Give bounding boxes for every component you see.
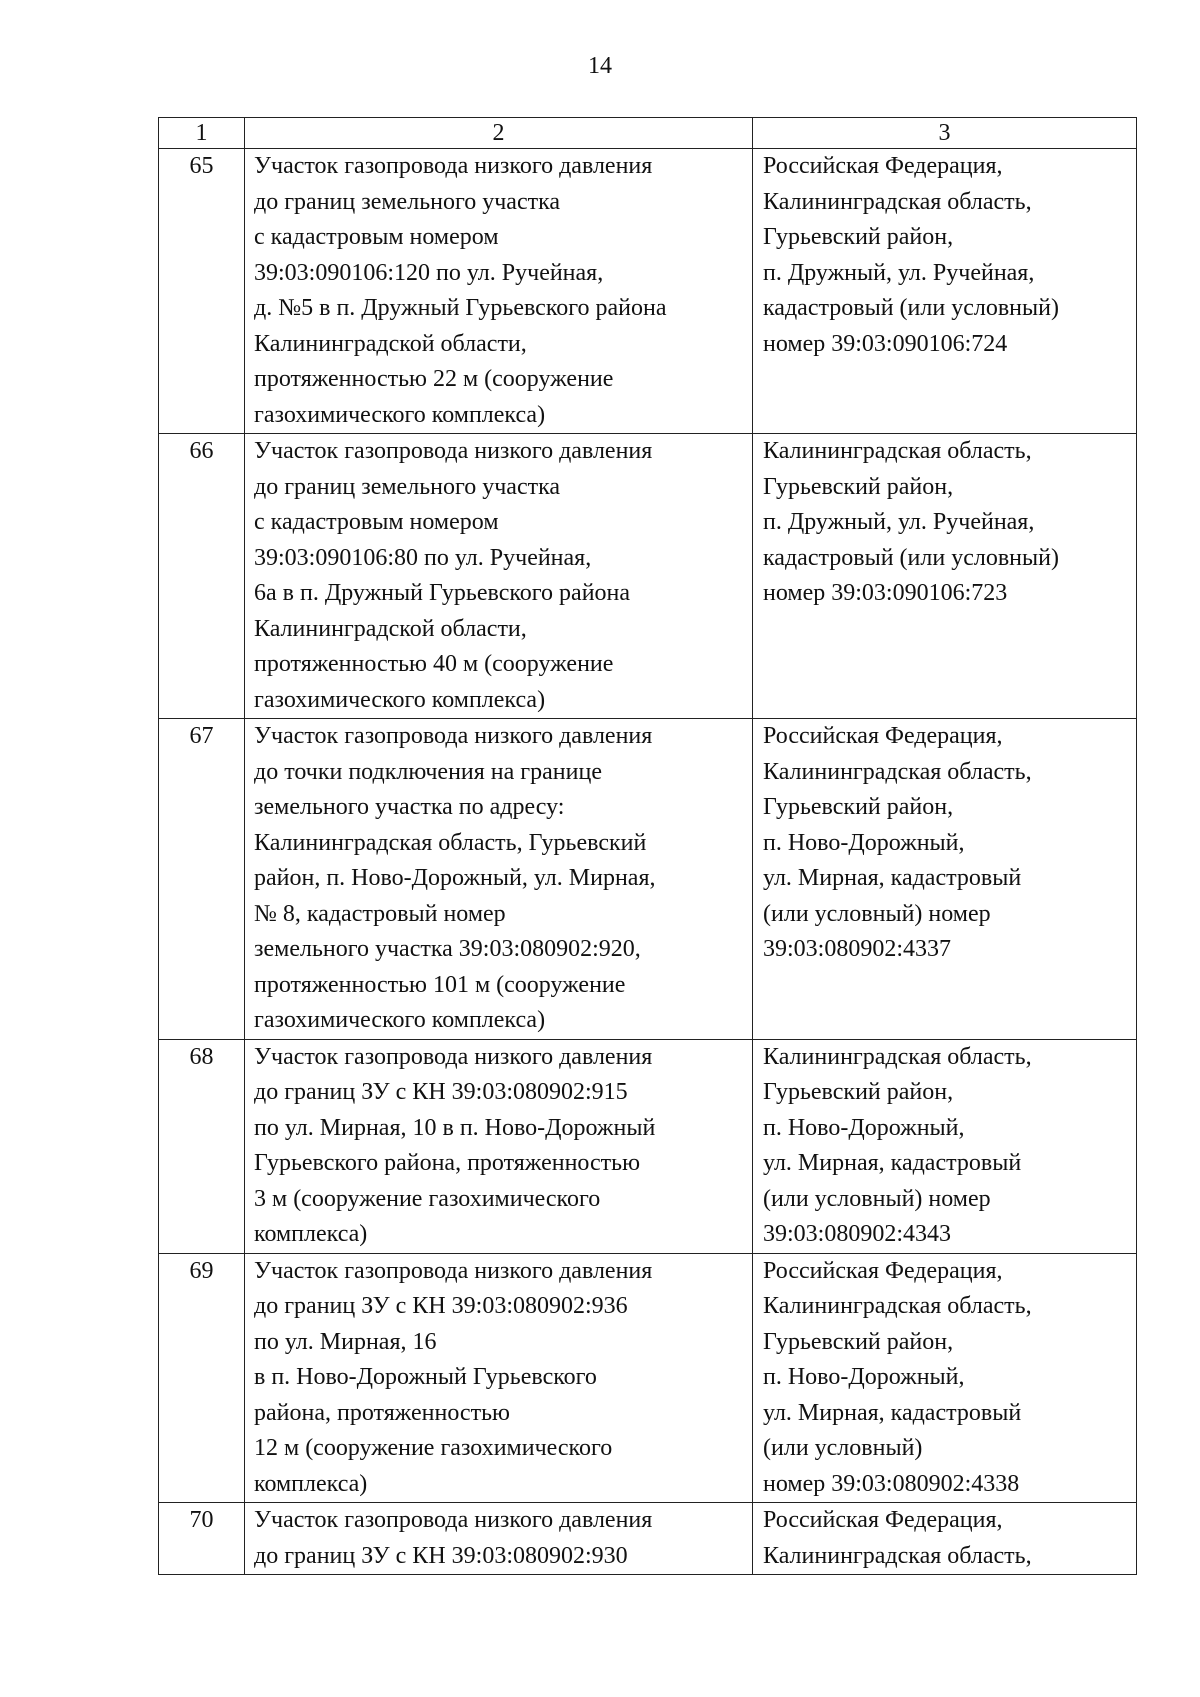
object-description — [245, 434, 753, 719]
address-line: Калининградская область, — [763, 188, 1032, 215]
description-line: до границ ЗУ с КН 39:03:080902:936 — [254, 1293, 628, 1319]
address-line: 39:03:080902:4337 — [763, 936, 952, 962]
description-line: с кадастровым номером — [254, 509, 499, 535]
header-col-1: 1 — [159, 118, 245, 149]
description-line: земельного участка 39:03:080902:920, — [254, 936, 641, 962]
object-address — [753, 719, 1137, 1040]
description-line: № 8, кадастровый номер — [254, 900, 506, 927]
description-line: 3 м (сооружение газохимического — [254, 1185, 601, 1212]
description-line: до границ земельного участка — [254, 188, 561, 215]
row-number: 70 — [159, 1503, 245, 1575]
address-line: ул. Мирная, кадастровый — [763, 1399, 1022, 1426]
address-line: Калининградская область, — [763, 438, 1032, 464]
address-line: ул. Мирная, кадастровый — [763, 865, 1022, 891]
address-line: Российская Федерация, — [763, 723, 1003, 749]
address-line: (или условный) номер — [763, 1185, 991, 1212]
description-line: до границ ЗУ с КН 39:03:080902:930 — [254, 1542, 628, 1569]
description-line: до границ ЗУ с КН 39:03:080902:915 — [254, 1079, 628, 1105]
address-line: номер 39:03:090106:724 — [763, 330, 1008, 357]
table-body — [159, 149, 1137, 1575]
table-row — [159, 434, 1137, 719]
address-line: Гурьевский район, — [763, 1079, 954, 1105]
table-row — [159, 1253, 1137, 1503]
address-line: кадастровый (или условный) — [763, 544, 1059, 571]
description-line: Гурьевского района, протяженностью — [254, 1150, 641, 1176]
description-line: протяженностью 22 м (сооружение — [254, 366, 614, 392]
address-line: Гурьевский район, — [763, 473, 954, 500]
description-line: протяженностью 101 м (сооружение — [254, 971, 626, 998]
object-address — [753, 1253, 1137, 1503]
description-line: Участок газопровода низкого давления — [254, 153, 653, 179]
address-line: Российская Федерация, — [763, 1507, 1003, 1533]
address-line: Гурьевский район, — [763, 224, 954, 250]
address-line: (или условный) — [763, 1435, 923, 1461]
description-line: район, п. Ново-Дорожный, ул. Мирная, — [254, 865, 656, 891]
object-description — [245, 1253, 753, 1503]
description-line: Участок газопровода низкого давления — [254, 1043, 653, 1070]
description-line: Участок газопровода низкого давления — [254, 1507, 653, 1533]
registry-table — [158, 117, 1137, 1575]
address-line: Калининградская область, — [763, 1542, 1032, 1569]
table-row — [159, 1503, 1137, 1575]
description-line: комплекса) — [254, 1221, 368, 1247]
description-line: Участок газопровода низкого давления — [254, 438, 653, 464]
description-line: по ул. Мирная, 16 — [254, 1328, 437, 1355]
description-line: 39:03:090106:80 по ул. Ручейная, — [254, 544, 592, 571]
description-line: в п. Ново-Дорожный Гурьевского — [254, 1364, 597, 1390]
object-description — [245, 1039, 753, 1253]
object-description — [245, 149, 753, 434]
address-line: кадастровый (или условный) — [763, 295, 1059, 321]
row-number: 68 — [159, 1039, 245, 1253]
address-line: Калининградская область, — [763, 1043, 1032, 1070]
table-row — [159, 719, 1137, 1040]
description-line: комплекса) — [254, 1470, 368, 1497]
description-line: 39:03:090106:120 по ул. Ручейная, — [254, 259, 604, 286]
address-line: п. Дружный, ул. Ручейная, — [763, 509, 1035, 535]
object-address — [753, 149, 1137, 434]
description-line: земельного участка по адресу: — [254, 794, 565, 820]
description-line: 6а в п. Дружный Гурьевского района — [254, 580, 631, 606]
header-col-3: 3 — [753, 118, 1137, 149]
address-line: Российская Федерация, — [763, 153, 1003, 179]
address-line: ул. Мирная, кадастровый — [763, 1150, 1022, 1176]
address-line: Калининградская область, — [763, 1293, 1032, 1319]
description-line: д. №5 в п. Дружный Гурьевского района — [254, 295, 667, 321]
description-line: 12 м (сооружение газохимического — [254, 1435, 613, 1461]
description-line: района, протяженностью — [254, 1399, 510, 1426]
table-header-row — [159, 118, 1137, 149]
table-row — [159, 1039, 1137, 1253]
header-col-2: 2 — [245, 118, 753, 149]
address-line: п. Ново-Дорожный, — [763, 1364, 965, 1390]
page-number: 14 — [588, 53, 612, 79]
description-line: протяженностью 40 м (сооружение — [254, 651, 614, 677]
table-row — [159, 149, 1137, 434]
object-address — [753, 1503, 1137, 1575]
object-address — [753, 434, 1137, 719]
description-line: газохимического комплекса) — [254, 401, 546, 428]
description-line: газохимического комплекса) — [254, 1007, 546, 1033]
address-line: Гурьевский район, — [763, 1328, 954, 1355]
description-line: Участок газопровода низкого давления — [254, 1257, 653, 1284]
address-line: Гурьевский район, — [763, 794, 954, 820]
description-line: с кадастровым номером — [254, 224, 499, 250]
address-line: Российская Федерация, — [763, 1257, 1003, 1284]
row-number: 65 — [159, 149, 245, 434]
address-line: (или условный) номер — [763, 900, 991, 927]
row-number: 66 — [159, 434, 245, 719]
address-line: Калининградская область, — [763, 758, 1032, 785]
object-address — [753, 1039, 1137, 1253]
address-line: 39:03:080902:4343 — [763, 1221, 952, 1247]
address-line: п. Ново-Дорожный, — [763, 1114, 965, 1141]
description-line: газохимического комплекса) — [254, 686, 546, 713]
description-line: Калининградской области, — [254, 330, 527, 357]
address-line: номер 39:03:090106:723 — [763, 580, 1008, 606]
description-line: до точки подключения на границе — [254, 758, 602, 785]
object-description — [245, 1503, 753, 1575]
description-line: Калининградская область, Гурьевский — [254, 829, 647, 856]
description-line: по ул. Мирная, 10 в п. Ново-Дорожный — [254, 1114, 656, 1141]
address-line: п. Дружный, ул. Ручейная, — [763, 259, 1035, 286]
row-number: 69 — [159, 1253, 245, 1503]
object-description — [245, 719, 753, 1040]
address-line: п. Ново-Дорожный, — [763, 829, 965, 856]
description-line: Участок газопровода низкого давления — [254, 723, 653, 749]
description-line: до границ земельного участка — [254, 473, 561, 500]
description-line: Калининградской области, — [254, 615, 527, 642]
row-number: 67 — [159, 719, 245, 1040]
address-line: номер 39:03:080902:4338 — [763, 1470, 1020, 1497]
